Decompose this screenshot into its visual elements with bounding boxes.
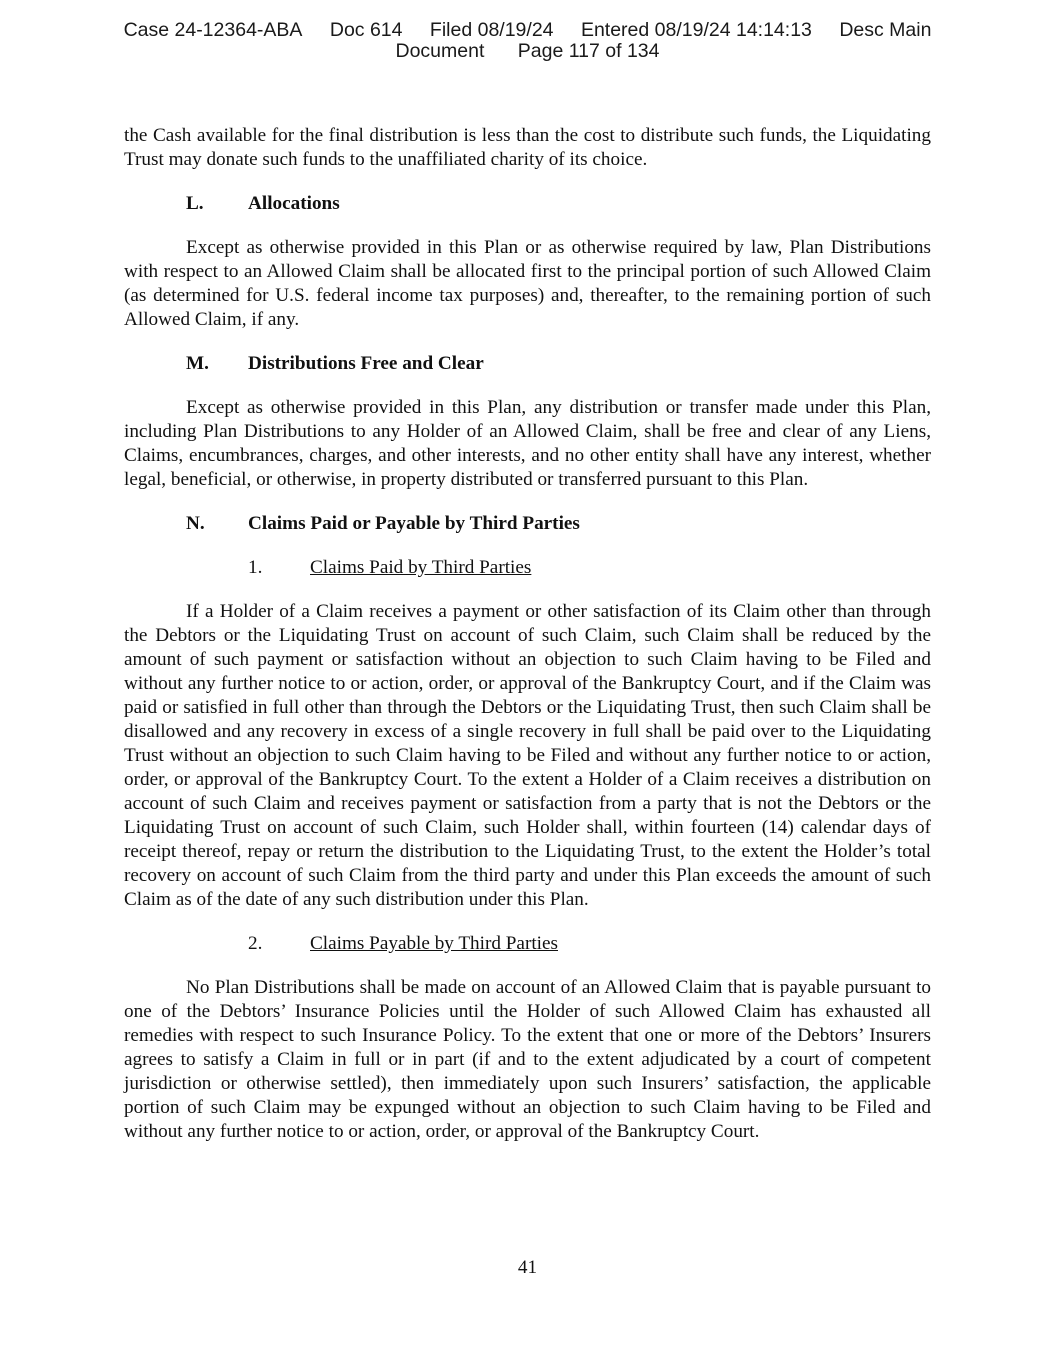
subsection-title: Claims Paid by Third Parties	[310, 557, 532, 578]
section-letter: N.	[186, 513, 205, 534]
section-m-paragraph: Except as otherwise provided in this Plan, any distribution or transfer made under this Plan, including Plan Distributions to any Holder of an Allowed Claim, shall be free and clear of any Liens, Claims, encumbrances, charges, and other interests, and no other entity shall have any interest, whether legal, beneficial, or otherwise, in property distributed or transferred pursuant to this Plan.	[124, 397, 931, 490]
desc-label: Desc Main	[839, 19, 932, 41]
subsection-1-paragraph: If a Holder of a Claim receives a payment or other satisfaction of its Claim other than through the Debtors or the Liquidating Trust on account of such Claim, such Claim shall be reduced by the amount of such payment or satisfaction without an objection to such Claim having to be Filed and without any further notice to or action, order, or approval of the Bankruptcy Court, and if the Claim was paid or satisfied in full other than through the Debtors or the Liquidating Trust, then such Claim shall be disallowed and any recovery in excess of a single recovery in full shall be paid over to the Liquidating Trust without an objection to such Claim having to be Filed and without any further notice to or action, order, or approval of the Bankruptcy Court. To the extent a Holder of a Claim receives a distribution on account of such Claim and receives payment or satisfaction from a party that is not the Debtors or the Liquidating Trust on account of such Claim, such Holder shall, within fourteen (14) calendar days of receipt thereof, repay or return the distribution to the Liquidating Trust, to the extent the Holder’s total recovery on account of such Claim from the third party and under this Plan exceeds the amount of such Claim as of the date of any such distribution under this Plan.	[124, 601, 931, 910]
section-letter: L.	[186, 193, 204, 214]
header-line-1	[0, 20, 1055, 41]
doc-number: Doc 614	[329, 19, 403, 41]
court-filing-header	[0, 20, 1055, 62]
subsection-2-paragraph: No Plan Distributions shall be made on account of an Allowed Claim that is payable pursuant to one of the Debtors’ Insurance Policies until the Holder of such Allowed Claim has exhausted all remedies with respect to such Insurance Policy. To the extent that one or more of the Debtors’ Insurers agrees to satisfy a Claim in full or in part (if and to the extent adjudicated by a court of competent jurisdiction or otherwise settled), then immediately upon such Insurers’ satisfaction, the applicable portion of such Claim may be expunged without an objection to such Claim having to be Filed and without any further notice to or action, order, or approval of the Bankruptcy Court.	[124, 977, 931, 1142]
section-letter: M.	[186, 353, 209, 374]
section-title: Distributions Free and Clear	[248, 353, 484, 374]
filed-date: Filed 08/19/24	[429, 19, 554, 41]
subsection-heading-2	[248, 932, 931, 956]
section-heading-l	[186, 192, 931, 216]
entered-date: Entered 08/19/24 14:14:13	[580, 19, 812, 41]
document-label: Document	[395, 40, 485, 62]
document-body	[124, 124, 931, 1164]
subsection-heading-1	[248, 556, 931, 580]
section-heading-n	[186, 512, 931, 536]
subsection-number: 1.	[248, 557, 263, 578]
page-indicator: Page 117 of 134	[517, 40, 660, 62]
section-heading-m	[186, 352, 931, 376]
section-l-paragraph: Except as otherwise provided in this Plan or as otherwise required by law, Plan Distributions with respect to an Allowed Claim shall be allocated first to the principal portion of such Allowed Claim (as determined for U.S. federal income tax purposes) and, thereafter, to the remaining portion of such Allowed Claim, if any.	[124, 237, 931, 330]
subsection-title: Claims Payable by Third Parties	[310, 933, 558, 954]
case-number: Case 24-12364-ABA	[123, 19, 303, 41]
intro-paragraph: the Cash available for the final distribution is less than the cost to distribute such funds, the Liquidating Trust may donate such funds to the unaffiliated charity of its choice.	[124, 125, 931, 170]
page-number: 41	[517, 1257, 538, 1278]
section-title: Claims Paid or Payable by Third Parties	[248, 513, 580, 534]
subsection-number: 2.	[248, 933, 263, 954]
section-title: Allocations	[248, 193, 340, 214]
header-line-2	[0, 41, 1055, 62]
